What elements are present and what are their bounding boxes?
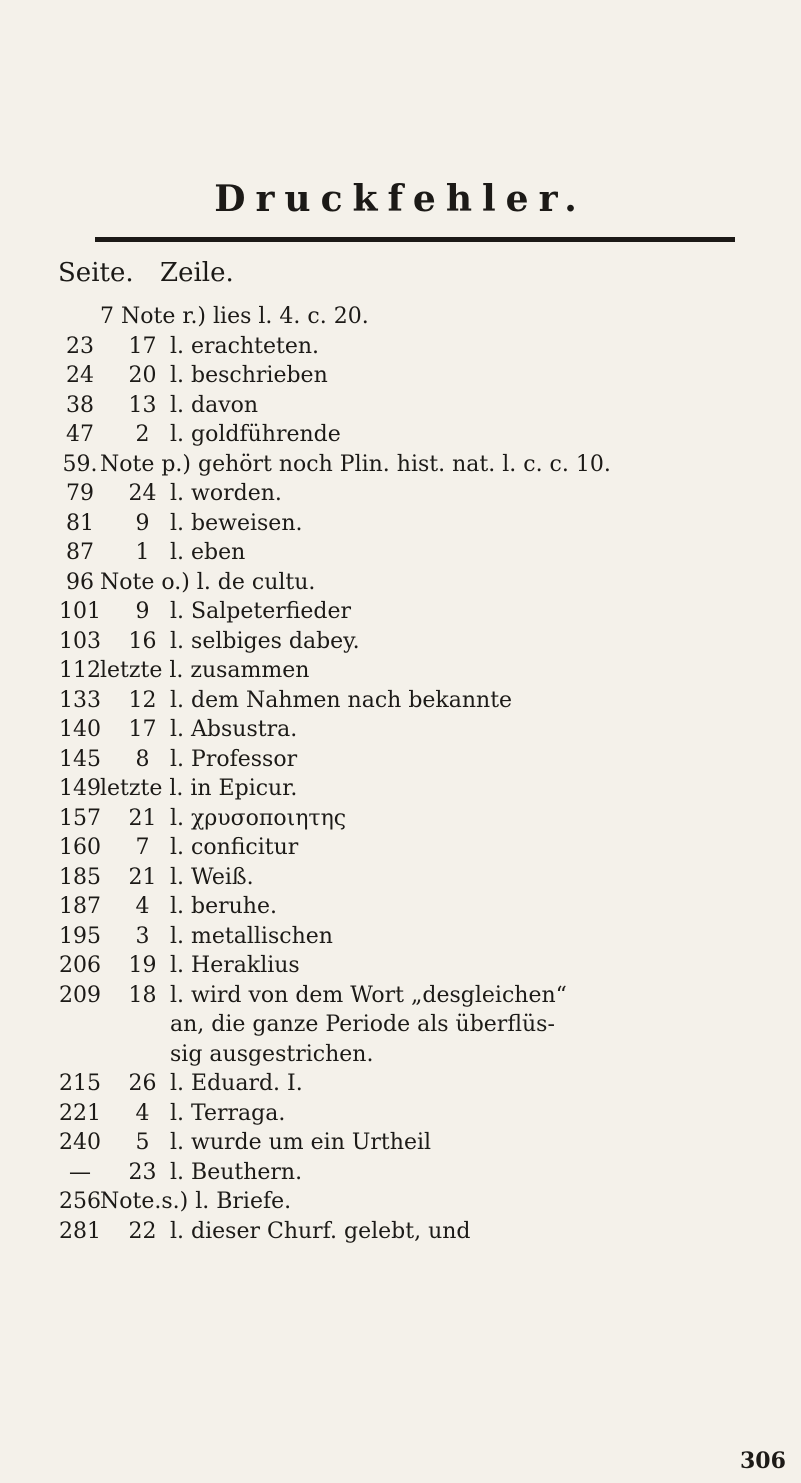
errata-row <box>0 981 801 1011</box>
line-number: 23 <box>128 1159 157 1185</box>
errata-row <box>0 391 801 421</box>
column-header-page: Seite. <box>58 258 134 288</box>
line-number: 2 <box>135 422 150 447</box>
page-number: 101 <box>59 599 101 624</box>
correction-text: l. erachteten. <box>170 333 320 359</box>
correction-text: l. dem Nahmen nach bekannte <box>170 687 513 713</box>
catchword: 306 <box>740 1448 786 1474</box>
page-number: 38 <box>66 392 94 418</box>
errata-row <box>0 538 801 568</box>
correction-text: l. metallischen <box>170 923 333 949</box>
correction-text: l. χρυσοποιητης <box>170 805 347 831</box>
correction-text: l. beweisen. <box>170 510 303 536</box>
line-number: 18 <box>128 982 157 1008</box>
line-number: 16 <box>128 628 157 654</box>
line-number: 17 <box>128 333 157 359</box>
correction-text: l. selbiges dabey. <box>170 628 360 654</box>
title-rule <box>95 237 735 242</box>
line-number: 1 <box>135 540 150 565</box>
errata-row <box>0 450 801 480</box>
line-number: 8 <box>135 746 150 772</box>
correction-text: l. Heraklius <box>170 953 300 978</box>
page-number: 240 <box>59 1130 101 1155</box>
correction-text: l. wird von dem Wort „desgleichen“ <box>170 982 567 1008</box>
errata-row <box>0 656 801 686</box>
page-number: 23 <box>66 333 94 359</box>
line-number: 7 <box>135 835 150 860</box>
page-number: 149 <box>59 776 101 801</box>
page-number: 81 <box>66 510 94 536</box>
page-number: 160 <box>59 835 101 860</box>
page-number: — <box>69 1159 91 1185</box>
correction-text: l. eben <box>170 540 246 565</box>
errata-row <box>0 509 801 539</box>
correction-text: letzte l. in Epicur. <box>100 776 298 801</box>
errata-row <box>0 1128 801 1158</box>
line-number: 12 <box>128 687 157 713</box>
correction-text: l. Terraga. <box>170 1100 286 1126</box>
line-number: 4 <box>135 1100 150 1126</box>
page-number: 209 <box>59 982 101 1008</box>
page-number: 133 <box>59 687 101 713</box>
page-number: 24 <box>66 363 94 388</box>
line-number: 13 <box>128 392 157 418</box>
errata-row <box>0 597 801 627</box>
page-number: 59. <box>62 451 98 477</box>
errata-row <box>0 951 801 981</box>
page-number: 215 <box>59 1071 101 1096</box>
errata-row <box>0 715 801 745</box>
page-number: 87 <box>66 540 94 565</box>
line-number: 4 <box>135 894 150 919</box>
line-number: 17 <box>128 717 157 742</box>
errata-row <box>0 332 801 362</box>
errata-row <box>0 568 801 598</box>
errata-row <box>0 686 801 716</box>
errata-row <box>0 1099 801 1129</box>
errata-row <box>0 627 801 657</box>
correction-text: 7 Note r.) lies l. 4. c. 20. <box>100 304 369 329</box>
line-number: 20 <box>128 363 157 388</box>
line-number: 24 <box>128 481 157 506</box>
errata-row <box>0 479 801 509</box>
errata-row <box>0 1217 801 1247</box>
page-number: 206 <box>59 953 101 978</box>
correction-text: letzte l. zusammen <box>100 658 310 683</box>
page-number: 195 <box>59 923 101 949</box>
page-number: 96 <box>66 569 94 595</box>
page-number: 145 <box>59 746 101 772</box>
line-number: 3 <box>135 923 150 949</box>
column-header-line: Zeile. <box>160 258 234 288</box>
page-title: Druckfehler. <box>214 178 587 220</box>
correction-text: Note o.) l. de cultu. <box>100 569 316 595</box>
correction-text: sig ausgestrichen. <box>170 1041 374 1067</box>
page-number: 157 <box>59 805 101 831</box>
page-number: 185 <box>59 864 101 890</box>
correction-text: Note.s.) l. Briefe. <box>100 1189 292 1214</box>
page-number: 103 <box>59 628 101 654</box>
correction-text: l. conficitur <box>170 835 299 860</box>
correction-text: l. goldführende <box>170 422 341 447</box>
correction-text: an, die ganze Periode als überflüs- <box>170 1012 555 1037</box>
errata-row <box>0 892 801 922</box>
correction-text: l. Beuthern. <box>170 1159 303 1185</box>
errata-row <box>0 1187 801 1217</box>
line-number: 5 <box>135 1130 150 1155</box>
correction-text: l. davon <box>170 392 259 418</box>
line-number: 21 <box>128 805 157 831</box>
correction-text: l. beschrieben <box>170 363 328 388</box>
errata-row <box>0 922 801 952</box>
page-number: 140 <box>59 717 101 742</box>
page-number: 79 <box>66 481 94 506</box>
correction-text: l. Eduard. I. <box>170 1071 303 1096</box>
correction-text: l. wurde um ein Urtheil <box>170 1130 432 1155</box>
line-number: 9 <box>135 599 150 624</box>
page-number: 187 <box>59 894 101 919</box>
page-number: 112 <box>59 658 101 683</box>
errata-row <box>0 420 801 450</box>
errata-row <box>0 1040 801 1070</box>
errata-row <box>0 302 801 332</box>
correction-text: l. dieser Churf. gelebt, und <box>170 1218 471 1244</box>
errata-row <box>0 774 801 804</box>
errata-row <box>0 1158 801 1188</box>
errata-list <box>0 302 801 1246</box>
errata-row <box>0 833 801 863</box>
errata-row <box>0 1069 801 1099</box>
correction-text: l. worden. <box>170 481 282 506</box>
page-number: 47 <box>66 422 94 447</box>
page-number: 281 <box>59 1218 101 1244</box>
line-number: 19 <box>128 953 157 978</box>
errata-row <box>0 745 801 775</box>
errata-row <box>0 1010 801 1040</box>
line-number: 26 <box>128 1071 157 1096</box>
line-number: 21 <box>128 864 157 890</box>
correction-text: Note p.) gehört noch Plin. hist. nat. l. c. c. 10. <box>100 451 611 477</box>
line-number: 9 <box>135 510 150 536</box>
line-number: 22 <box>128 1218 157 1244</box>
correction-text: l. Weiß. <box>170 864 254 890</box>
correction-text: l. Absustra. <box>170 717 298 742</box>
correction-text: l. beruhe. <box>170 894 277 919</box>
page-number: 221 <box>59 1100 101 1126</box>
correction-text: l. Professor <box>170 746 298 772</box>
errata-row <box>0 361 801 391</box>
page-number: 256 <box>59 1189 101 1214</box>
correction-text: l. Salpeterfieder <box>170 599 352 624</box>
errata-row <box>0 863 801 893</box>
errata-row <box>0 804 801 834</box>
